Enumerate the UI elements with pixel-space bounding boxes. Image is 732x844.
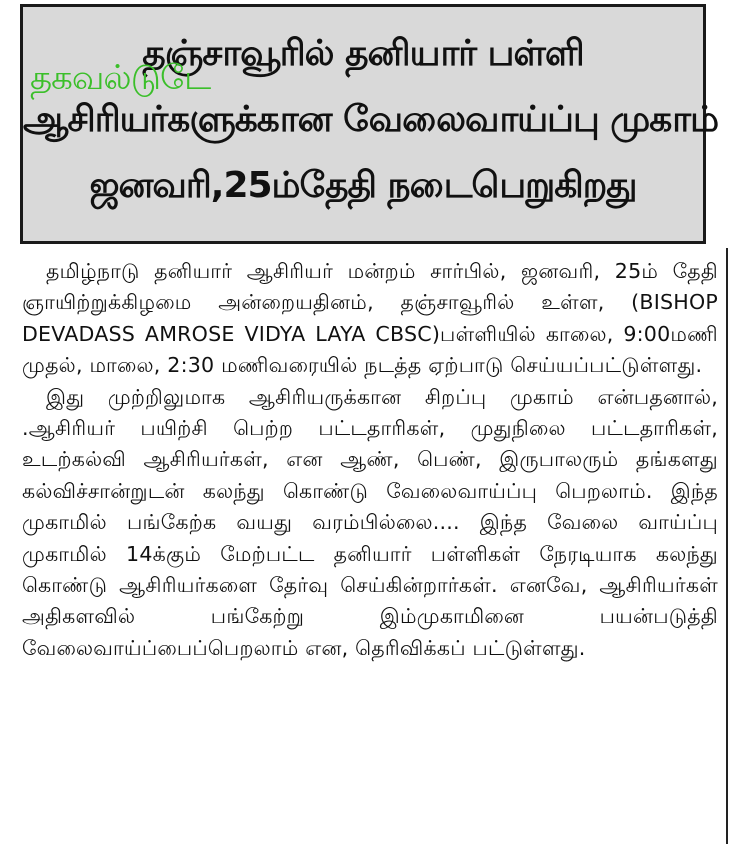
headline-line-1: தஞ்சாவூரில் தனியார் பள்ளி [142, 33, 584, 74]
column-rule [726, 248, 728, 844]
headline [23, 21, 719, 219]
watermark: தகவல்டுடே [30, 58, 211, 98]
article-paragraph-2: இது முற்றிலுமாக ஆசிரியருக்கான சிறப்பு முகாம் என்பதனால், .ஆசிரியர் பயிற்சி பெற்ற பட்டதாரிகள், முதுநிலை பட்டதாரிகள், உடற்கல்வி ஆசிரியர்கள், என ஆண், பெண், இருபாலரும் தங்களது கல்விச்சான்றுடன் கலந்து கொண்டு வேலைவாய்ப்பு பெறலாம். இந்த முகாமில் பங்கேற்க வயது வரம்பில்லை.... இந்த வேலை வாய்ப்பு முகாமில் 14க்கும் மேற்பட்ட தனியார் பள்ளிகள் நேரடியாக கலந்து கொண்டு ஆசிரியர்களை தேர்வு செய்கின்றார்கள். எனவே, ஆசிரியர்கள் அதிகளவில் பங்கேற்று இம்முகாமினை பயன்படுத்தி வேலைவாய்ப்பைப்பெறலாம் என, தெரிவிக்கப் பட்டுள்ளது. [22, 384, 718, 660]
headline-line-3: ஜனவரி,25ம்தேதி நடைபெறுகிறது [89, 165, 637, 206]
article-body [22, 256, 718, 664]
headline-box [20, 4, 719, 244]
article-paragraph-1: தமிழ்நாடு தனியார் ஆசிரியர் மன்றம் சார்பில், ஜனவரி, 25ம் தேதி ஞாயிற்றுக்கிழமை அன்றையதினம், தஞ்சாவூரில் உள்ள, (BISHOP DEVADASS AMROSE VIDYA LAYA CBSC)பள்ளியில் காலை, 9:00மணி முதல், மாலை, 2:30 மணிவரையில் நடத்த ஏற்பாடு செய்யப்பட்டுள்ளது. [22, 259, 718, 378]
headline-line-2: ஆசிரியர்களுக்கான வேலைவாய்ப்பு முகாம் [23, 99, 719, 140]
